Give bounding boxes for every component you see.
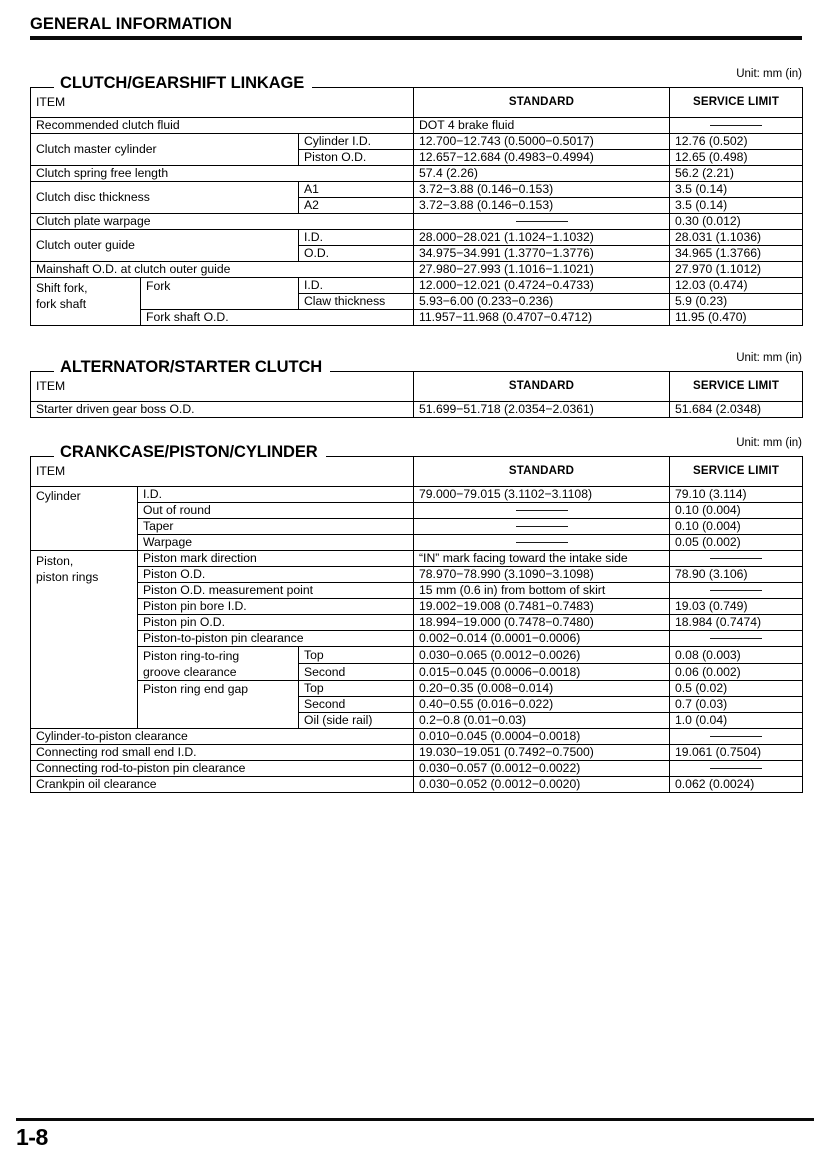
standard-cell bbox=[414, 519, 670, 535]
item-sub-cell: I.D. bbox=[299, 230, 414, 246]
item-mid-cell: Piston mark direction bbox=[138, 551, 414, 567]
empty-dash bbox=[710, 736, 762, 737]
table-row bbox=[31, 535, 803, 551]
service-limit-cell: 0.30 (0.012) bbox=[670, 214, 803, 230]
table-row bbox=[31, 134, 803, 150]
item-group-cell bbox=[31, 278, 141, 326]
service-limit-cell: 0.05 (0.002) bbox=[670, 535, 803, 551]
section-title-2: ALTERNATOR/STARTER CLUTCH bbox=[54, 358, 330, 377]
item-sub-cell: Claw thickness bbox=[299, 294, 414, 310]
empty-dash bbox=[516, 221, 568, 222]
table-row bbox=[31, 402, 803, 418]
table-row bbox=[31, 729, 803, 745]
item-sub-cell: Oil (side rail) bbox=[299, 713, 414, 729]
section-title-3: CRANKCASE/PISTON/CYLINDER bbox=[54, 443, 326, 462]
table-row bbox=[31, 118, 803, 134]
item-group-line1: Piston, bbox=[36, 554, 74, 568]
service-limit-cell: 0.10 (0.004) bbox=[670, 503, 803, 519]
service-limit-cell: 1.0 (0.04) bbox=[670, 713, 803, 729]
item-cell: Clutch plate warpage bbox=[31, 214, 414, 230]
item-cell: Clutch spring free length bbox=[31, 166, 414, 182]
col-header-standard: STANDARD bbox=[414, 457, 670, 487]
service-limit-cell: 12.65 (0.498) bbox=[670, 150, 803, 166]
standard-cell: 15 mm (0.6 in) from bottom of skirt bbox=[414, 583, 670, 599]
table-row bbox=[31, 166, 803, 182]
page-footer bbox=[16, 1118, 816, 1151]
section-alternator-starter-clutch bbox=[30, 352, 802, 418]
service-limit-cell: 51.684 (2.0348) bbox=[670, 402, 803, 418]
item-mid-cell: Fork shaft O.D. bbox=[141, 310, 414, 326]
table-row bbox=[31, 214, 803, 230]
item-mid-cell: Taper bbox=[138, 519, 414, 535]
item-mid-cell: Piston pin O.D. bbox=[138, 615, 414, 631]
empty-dash bbox=[710, 558, 762, 559]
unit-label-3: Unit: mm (in) bbox=[736, 437, 802, 449]
item-mid-cell: Warpage bbox=[138, 535, 414, 551]
service-limit-cell bbox=[670, 551, 803, 567]
table-row bbox=[31, 487, 803, 503]
item-sub-cell: Piston O.D. bbox=[299, 150, 414, 166]
item-mid-cell: Piston-to-piston pin clearance bbox=[138, 631, 414, 647]
spec-table-clutch bbox=[30, 87, 803, 326]
standard-cell: 57.4 (2.26) bbox=[414, 166, 670, 182]
empty-dash bbox=[516, 510, 568, 511]
standard-cell: 3.72−3.88 (0.146−0.153) bbox=[414, 182, 670, 198]
standard-cell bbox=[414, 535, 670, 551]
service-limit-cell: 12.03 (0.474) bbox=[670, 278, 803, 294]
standard-cell: 19.030−19.051 (0.7492−0.7500) bbox=[414, 745, 670, 761]
spec-table-alternator bbox=[30, 371, 803, 418]
spec-table-crankcase bbox=[30, 456, 803, 793]
standard-cell: 51.699−51.718 (2.0354−2.0361) bbox=[414, 402, 670, 418]
table-row bbox=[31, 278, 803, 294]
item-cell: Connecting rod-to-piston pin clearance bbox=[31, 761, 414, 777]
standard-cell bbox=[414, 503, 670, 519]
table-row bbox=[31, 615, 803, 631]
standard-cell: “IN” mark facing toward the intake side bbox=[414, 551, 670, 567]
col-header-item: ITEM bbox=[31, 88, 414, 118]
service-limit-cell: 78.90 (3.106) bbox=[670, 567, 803, 583]
col-header-item: ITEM bbox=[31, 372, 414, 402]
col-header-service-limit: SERVICE LIMIT bbox=[670, 457, 803, 487]
standard-cell: 11.957−11.968 (0.4707−0.4712) bbox=[414, 310, 670, 326]
item-cell: Clutch outer guide bbox=[31, 230, 299, 262]
service-limit-cell: 34.965 (1.3766) bbox=[670, 246, 803, 262]
standard-cell: 3.72−3.88 (0.146−0.153) bbox=[414, 198, 670, 214]
table-row bbox=[31, 761, 803, 777]
item-mid-cell: Piston pin bore I.D. bbox=[138, 599, 414, 615]
standard-cell: 12.700−12.743 (0.5000−0.5017) bbox=[414, 134, 670, 150]
item-sub-cell: Second bbox=[299, 697, 414, 713]
table-row bbox=[31, 182, 803, 198]
standard-cell: 12.000−12.021 (0.4724−0.4733) bbox=[414, 278, 670, 294]
table-row bbox=[31, 745, 803, 761]
item-cell: Clutch disc thickness bbox=[31, 182, 299, 214]
header-rule bbox=[30, 36, 802, 40]
item-sub-cell: Cylinder I.D. bbox=[299, 134, 414, 150]
col-header-item: ITEM bbox=[31, 457, 414, 487]
empty-dash bbox=[710, 125, 762, 126]
service-limit-cell: 0.08 (0.003) bbox=[670, 647, 803, 664]
item-mid-cell: Fork bbox=[141, 278, 299, 310]
service-limit-cell: 19.061 (0.7504) bbox=[670, 745, 803, 761]
item-mid-cell: Out of round bbox=[138, 503, 414, 519]
table-row bbox=[31, 503, 803, 519]
item-sub-cell: Top bbox=[299, 647, 414, 664]
item-cell: Mainshaft O.D. at clutch outer guide bbox=[31, 262, 414, 278]
service-limit-cell: 28.031 (1.1036) bbox=[670, 230, 803, 246]
empty-dash bbox=[516, 542, 568, 543]
item-sub-cell: Top bbox=[299, 681, 414, 697]
item-mid-cell: Piston O.D. measurement point bbox=[138, 583, 414, 599]
standard-cell: 0.40−0.55 (0.016−0.022) bbox=[414, 697, 670, 713]
service-limit-cell bbox=[670, 729, 803, 745]
col-header-service-limit: SERVICE LIMIT bbox=[670, 372, 803, 402]
standard-cell bbox=[414, 214, 670, 230]
standard-cell: 0.030−0.065 (0.0012−0.0026) bbox=[414, 647, 670, 664]
page-header bbox=[30, 14, 802, 40]
table-row bbox=[31, 583, 803, 599]
item-sub-cell: I.D. bbox=[299, 278, 414, 294]
section-crankcase-piston-cylinder bbox=[30, 437, 802, 793]
standard-cell: 78.970−78.990 (3.1090−3.1098) bbox=[414, 567, 670, 583]
item-sub-cell: Second bbox=[299, 664, 414, 681]
item-mid-line1: Piston ring-to-ring bbox=[143, 649, 240, 663]
service-limit-cell: 0.10 (0.004) bbox=[670, 519, 803, 535]
service-limit-cell: 3.5 (0.14) bbox=[670, 182, 803, 198]
empty-dash bbox=[710, 638, 762, 639]
service-limit-cell: 56.2 (2.21) bbox=[670, 166, 803, 182]
standard-cell: 0.030−0.057 (0.0012−0.0022) bbox=[414, 761, 670, 777]
table-row bbox=[31, 519, 803, 535]
standard-cell: DOT 4 brake fluid bbox=[414, 118, 670, 134]
service-limit-cell bbox=[670, 118, 803, 134]
section-title-1: CLUTCH/GEARSHIFT LINKAGE bbox=[54, 74, 312, 93]
col-header-standard: STANDARD bbox=[414, 88, 670, 118]
standard-cell: 12.657−12.684 (0.4983−0.4994) bbox=[414, 150, 670, 166]
service-limit-cell: 5.9 (0.23) bbox=[670, 294, 803, 310]
service-limit-cell bbox=[670, 761, 803, 777]
item-mid-cell: Piston ring end gap bbox=[138, 681, 299, 729]
standard-cell: 0.015−0.045 (0.0006−0.0018) bbox=[414, 664, 670, 681]
unit-label-1: Unit: mm (in) bbox=[736, 68, 802, 80]
item-cell: Starter driven gear boss O.D. bbox=[31, 402, 414, 418]
page-title: GENERAL INFORMATION bbox=[30, 15, 233, 33]
standard-cell: 34.975−34.991 (1.3770−1.3776) bbox=[414, 246, 670, 262]
empty-dash bbox=[710, 590, 762, 591]
col-header-standard: STANDARD bbox=[414, 372, 670, 402]
item-cell: Clutch master cylinder bbox=[31, 134, 299, 166]
service-limit-cell: 3.5 (0.14) bbox=[670, 198, 803, 214]
standard-cell: 18.994−19.000 (0.7478−0.7480) bbox=[414, 615, 670, 631]
table-row bbox=[31, 681, 803, 697]
table-row bbox=[31, 310, 803, 326]
footer-rule bbox=[16, 1118, 814, 1121]
item-cell: Recommended clutch fluid bbox=[31, 118, 414, 134]
standard-cell: 19.002−19.008 (0.7481−0.7483) bbox=[414, 599, 670, 615]
table-row bbox=[31, 567, 803, 583]
standard-cell: 0.030−0.052 (0.0012−0.0020) bbox=[414, 777, 670, 793]
service-limit-cell: 0.06 (0.002) bbox=[670, 664, 803, 681]
item-group-line2: piston rings bbox=[36, 570, 99, 584]
item-cell: Crankpin oil clearance bbox=[31, 777, 414, 793]
item-mid-line2: groove clearance bbox=[143, 665, 237, 679]
service-limit-cell: 0.5 (0.02) bbox=[670, 681, 803, 697]
service-limit-cell: 19.03 (0.749) bbox=[670, 599, 803, 615]
standard-cell: 0.20−0.35 (0.008−0.014) bbox=[414, 681, 670, 697]
item-sub-cell: O.D. bbox=[299, 246, 414, 262]
service-limit-cell: 0.062 (0.0024) bbox=[670, 777, 803, 793]
standard-cell: 5.93−6.00 (0.233−0.236) bbox=[414, 294, 670, 310]
item-mid-cell: Piston O.D. bbox=[138, 567, 414, 583]
unit-label-2: Unit: mm (in) bbox=[736, 352, 802, 364]
service-limit-cell: 18.984 (0.7474) bbox=[670, 615, 803, 631]
page-number: 1-8 bbox=[16, 1124, 48, 1150]
service-limit-cell: 12.76 (0.502) bbox=[670, 134, 803, 150]
standard-cell: 27.980−27.993 (1.1016−1.1021) bbox=[414, 262, 670, 278]
service-limit-cell bbox=[670, 631, 803, 647]
standard-cell: 28.000−28.021 (1.1024−1.1032) bbox=[414, 230, 670, 246]
item-group-cell: Cylinder bbox=[31, 487, 138, 551]
empty-dash bbox=[516, 526, 568, 527]
standard-cell: 0.010−0.045 (0.0004−0.0018) bbox=[414, 729, 670, 745]
table-row bbox=[31, 551, 803, 567]
service-limit-cell: 0.7 (0.03) bbox=[670, 697, 803, 713]
table-row bbox=[31, 777, 803, 793]
section-clutch-gearshift-linkage bbox=[30, 68, 802, 326]
item-cell: Connecting rod small end I.D. bbox=[31, 745, 414, 761]
table-row bbox=[31, 647, 803, 664]
service-limit-cell: 11.95 (0.470) bbox=[670, 310, 803, 326]
item-mid-cell bbox=[138, 647, 299, 681]
table-row bbox=[31, 599, 803, 615]
table-row bbox=[31, 230, 803, 246]
standard-cell: 0.2−0.8 (0.01−0.03) bbox=[414, 713, 670, 729]
standard-cell: 79.000−79.015 (3.1102−3.1108) bbox=[414, 487, 670, 503]
item-mid-cell: I.D. bbox=[138, 487, 414, 503]
service-limit-cell bbox=[670, 583, 803, 599]
service-limit-cell: 27.970 (1.1012) bbox=[670, 262, 803, 278]
item-group-cell bbox=[31, 551, 138, 729]
item-cell: Cylinder-to-piston clearance bbox=[31, 729, 414, 745]
item-group-line1: Shift fork, bbox=[36, 281, 88, 295]
item-sub-cell: A1 bbox=[299, 182, 414, 198]
standard-cell: 0.002−0.014 (0.0001−0.0006) bbox=[414, 631, 670, 647]
table-row bbox=[31, 262, 803, 278]
item-group-line2: fork shaft bbox=[36, 297, 87, 311]
col-header-service-limit: SERVICE LIMIT bbox=[670, 88, 803, 118]
item-sub-cell: A2 bbox=[299, 198, 414, 214]
table-row bbox=[31, 631, 803, 647]
empty-dash bbox=[710, 768, 762, 769]
service-limit-cell: 79.10 (3.114) bbox=[670, 487, 803, 503]
